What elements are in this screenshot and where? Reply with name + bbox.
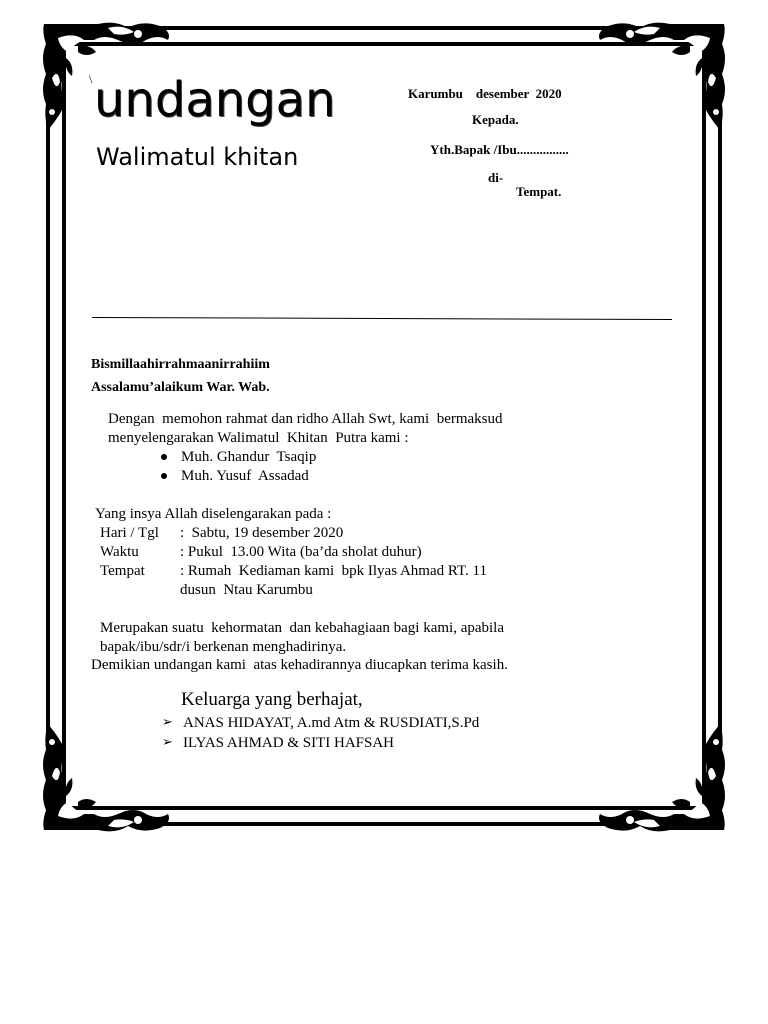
bullet-dot-icon <box>161 473 167 479</box>
tempat-value: : Rumah Kediaman kami bpk Ilyas Ahmad RT. 11 <box>180 563 487 579</box>
son-name-2: Muh. Yusuf Assadad <box>181 468 309 484</box>
salam-line: Assalamu’alaikum War. Wab. <box>91 380 270 395</box>
son-name-1: Muh. Ghandur Tsaqip <box>181 449 317 465</box>
di-label: di- <box>488 170 504 185</box>
waktu-label: Waktu <box>100 544 139 560</box>
ornament-corner-bottom-right <box>590 716 730 836</box>
intro-line-1: Dengan memohon rahmat dan ridho Allah Swt, kami bermaksud <box>108 411 503 427</box>
closing-line-3: Demikian undangan kami atas kehadirannya diucapkan terima kasih. <box>91 657 508 673</box>
arrowhead-bullet-icon: ➢ <box>162 735 173 750</box>
hari-label: Hari / Tgl <box>100 525 159 541</box>
tempat-value-line2: dusun Ntau Karumbu <box>180 582 313 598</box>
ornament-corner-top-right <box>590 18 730 138</box>
invitation-title: undangan <box>94 72 336 128</box>
signatory-1: ANAS HIDAYAT, A.md Atm & RUSDIATI,S.Pd <box>183 715 480 731</box>
ornament-corner-bottom-left <box>38 716 178 836</box>
invitation-subtitle: Walimatul khitan <box>96 143 299 171</box>
tempat-label: Tempat. <box>516 184 562 199</box>
closing-line-2: bapak/ibu/sdr/i berkenan menghadirinya. <box>100 639 347 655</box>
arrowhead-bullet-icon: ➢ <box>162 715 173 730</box>
kepada-label: Kepada. <box>472 112 519 127</box>
tempat-label-body: Tempat <box>100 563 145 579</box>
hari-value: : Sabtu, 19 desember 2020 <box>180 525 344 541</box>
intro-line-2: menyelengarakan Walimatul Khitan Putra kami : <box>108 430 409 446</box>
waktu-value: : Pukul 13.00 Wita (ba’da sholat duhur) <box>180 544 422 560</box>
recipient-line: Yth.Bapak /Ibu................ <box>430 142 569 157</box>
bullet-dot-icon <box>161 454 167 460</box>
bismillah-line: Bismillaahirrahmaanirrahiim <box>91 357 270 372</box>
closing-line-1: Merupakan suatu kehormatan dan kebahagiaan bagi kami, apabila <box>100 620 505 636</box>
signature-title: Keluarga yang berhajat, <box>181 689 363 710</box>
event-intro: Yang insya Allah diselengarakan pada : <box>95 506 332 522</box>
signatory-2: ILYAS AHMAD & SITI HAFSAH <box>183 735 395 751</box>
place-date-line: Karumbu desember 2020 <box>408 86 562 101</box>
stray-backslash-mark: \ <box>89 72 93 86</box>
